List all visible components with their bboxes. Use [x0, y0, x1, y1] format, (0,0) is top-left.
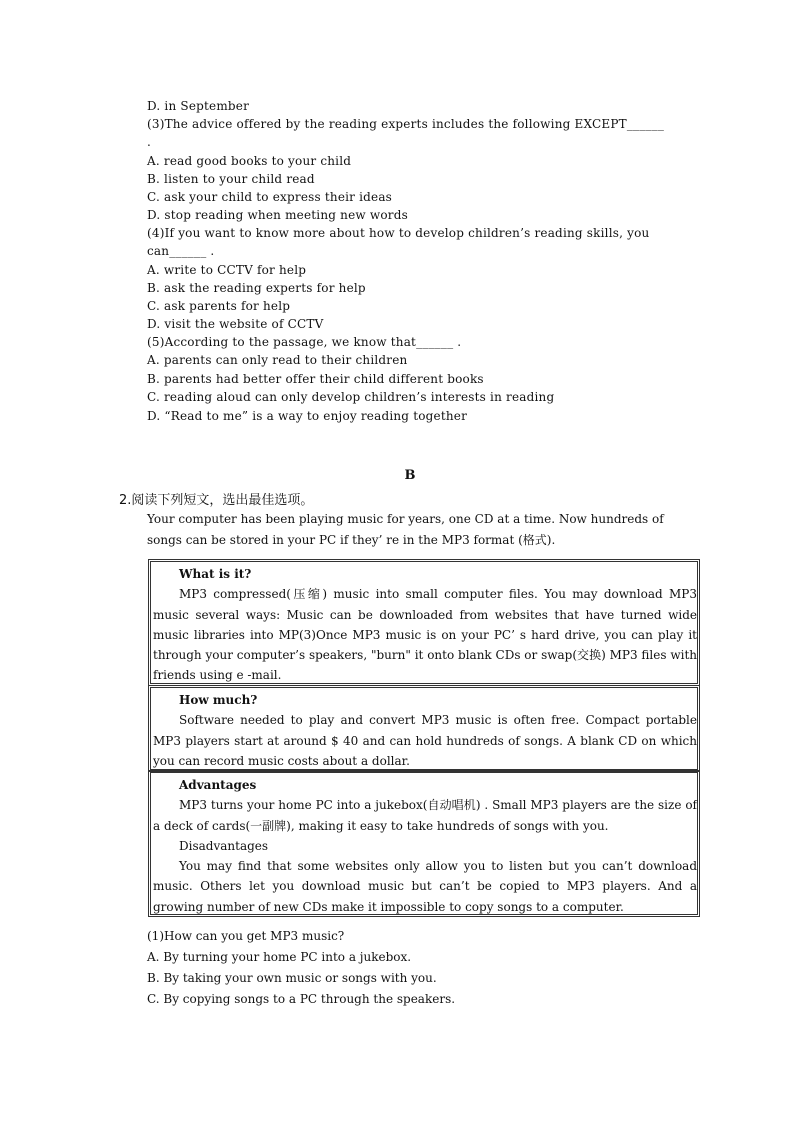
box-heading: How much? — [179, 693, 258, 707]
option-line: A. parents can only read to their children — [147, 353, 408, 367]
box-text: You may find that some websites only allow you to listen but you can’t download music. Others let you download music but can’t be copied to MP3 players. And a growing number of new CDs make it impossible to copy songs to a computer. — [153, 859, 697, 914]
option-line: D. “Read to me” is a way to enjoy reading together — [147, 409, 468, 423]
instruction: 2.阅读下列短文，选出最佳选项。 — [119, 493, 314, 508]
option-line: C. ask parents for help — [147, 299, 291, 313]
option-line: A. write to CCTV for help — [147, 263, 307, 277]
question-4-end: can______ . — [147, 244, 215, 258]
option-line: C. ask your child to express their ideas — [147, 190, 393, 204]
box-heading: What is it? — [179, 567, 252, 581]
option-line: D. in September — [147, 99, 250, 113]
question-5: (5)According to the passage, we know that______ . — [147, 335, 462, 349]
question-1: (1)How can you get MP3 music? — [147, 929, 345, 943]
box-how-much — [150, 687, 698, 770]
box-what-is-it — [150, 561, 698, 684]
box-text: MP3 compressed(压缩) music into small computer files. You may download MP3 music several ways: Music can be downloaded from websites that have turned wide music libraries into MP(3)Once MP3 music is on your PC’ s hard drive, you can play it through your computer’s speakers, "burn" it onto blank CDs or swap(交换) MP3 files with friends using e -mail. — [153, 587, 697, 683]
option-line: A. By turning your home PC into a jukebox. — [147, 950, 412, 964]
option-line: C. reading aloud can only develop children’s interests in reading — [147, 390, 555, 404]
option-line: D. visit the website of CCTV — [147, 317, 324, 331]
option-line: B. ask the reading experts for help — [147, 281, 366, 295]
intro-paragraph: Your computer has been playing music for years, one CD at a time. Now hundreds of songs can be stored in your PC if they’ re in the MP3 format (格式). — [147, 512, 664, 547]
question-4: (4)If you want to know more about how to develop children’s reading skills, you — [147, 226, 650, 240]
option-line: B. parents had better offer their child different books — [147, 372, 484, 386]
box-subheading: Disadvantages — [179, 838, 269, 853]
section-title: B — [404, 468, 416, 483]
box-heading: Advantages — [179, 778, 257, 792]
box-advantages — [150, 772, 698, 915]
option-line: A. read good books to your child — [147, 154, 352, 168]
option-line: D. stop reading when meeting new words — [147, 208, 408, 222]
option-line: B. listen to your child read — [147, 172, 315, 186]
option-line: B. By taking your own music or songs with you. — [147, 971, 437, 985]
box-text: MP3 turns your home PC into a jukebox(自动唱机) . Small MP3 players are the size of a deck of cards(一副牌), making it easy to take hundreds of songs with you. — [153, 798, 697, 833]
question-3-end: . — [147, 135, 152, 149]
box-text: Software needed to play and convert MP3 music is often free. Compact portable MP3 players start at around $ 40 and can hold hundreds of songs. A blank CD on which you can record music costs about a dollar. — [153, 713, 697, 768]
question-3: (3)The advice offered by the reading experts includes the following EXCEPT______ — [147, 117, 665, 131]
option-line: C. By copying songs to a PC through the speakers. — [147, 992, 456, 1006]
